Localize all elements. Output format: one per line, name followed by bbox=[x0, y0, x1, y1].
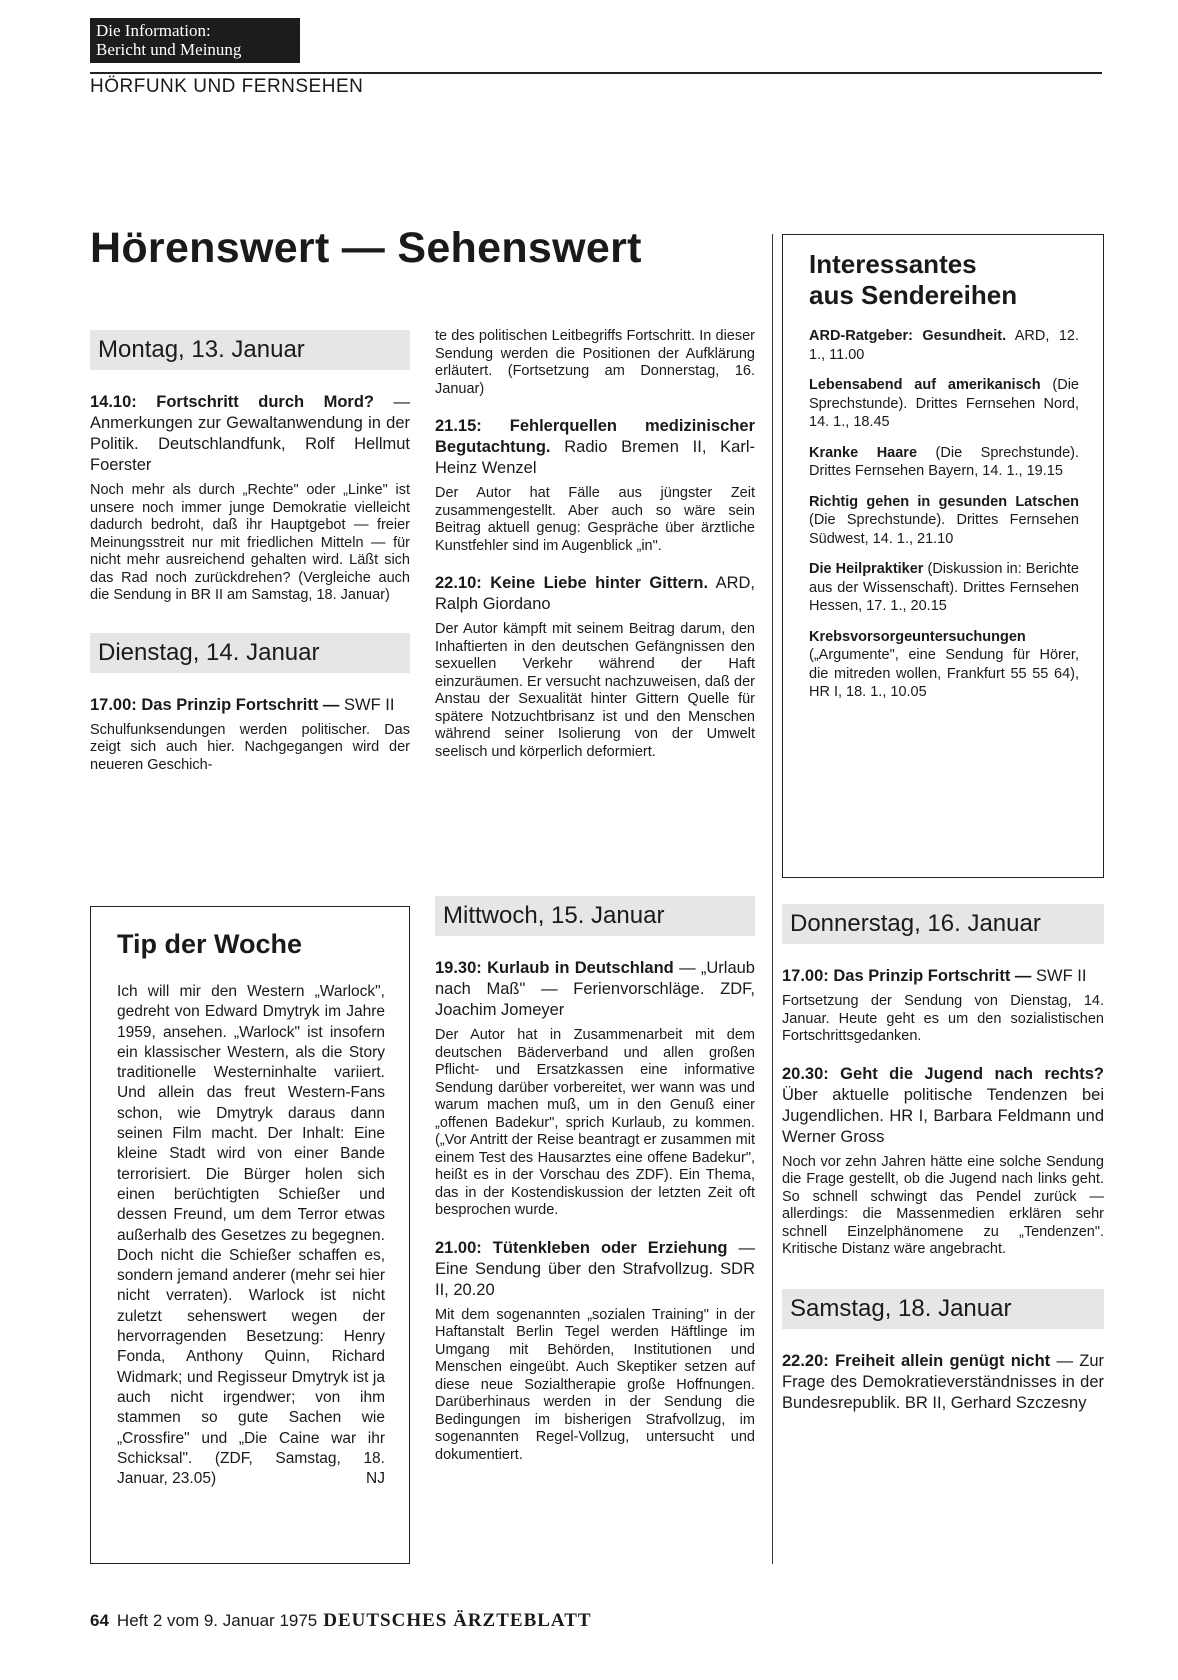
entry-heading bbox=[435, 1238, 755, 1301]
entry-body: Noch vor zehn Jahren hätte eine solche Sendung die Frage gestellt, ob die Jugend nach links geht. So schnell schwingt das Pendel zurück — allerdings: die Massenmedien erklären sehr schnell Einzelphänomene zu „Tendenzen". Kritische Distanz wäre angebracht. bbox=[782, 1153, 1104, 1257]
journal-name: DEUTSCHES ÄRZTEBLATT bbox=[323, 1610, 592, 1631]
entry-body: Der Autor hat Fälle aus jüngster Zeit zusammengestellt. Aber auch so wäre sein Beitrag aktuell genug: Gespräche über ärztliche Kunstfehler sind im Augenblick „in". bbox=[435, 485, 755, 554]
entry-time-title: 14.10: Fortschritt durch Mord? bbox=[90, 393, 374, 411]
item-title: Lebensabend auf amerikanisch bbox=[809, 377, 1041, 393]
section-label: HÖRFUNK UND FERNSEHEN bbox=[90, 76, 364, 97]
day-header-wednesday: Mittwoch, 15. Januar bbox=[435, 896, 755, 936]
sendereihen-item bbox=[809, 444, 1079, 481]
item-detail: (Die Sprechstunde). Drittes Fernsehen Bayern, 14. 1., 19.15 bbox=[809, 444, 1080, 479]
item-detail: (Diskussion in: Berichte aus der Wissenschaft). Drittes Fernsehen Hessen, 17. 1., 20.15 bbox=[809, 561, 1079, 614]
entry-body: Noch mehr als durch „Rechte" oder „Linke" ist unsere noch immer junge Demokratie vielleicht dadurch bedroht, daß ihr Hauptgebot — freier Meinungsstreit nur mit friedlichen Mitteln — für nicht mehr ausreichend gehalten wird. Läßt sich das Rad noch zurückdrehen? (Vergleiche auch die Sendung in BR II am Samstag, 18. Januar) bbox=[90, 482, 410, 603]
tip-text: Ich will mir den Western „Warlock", gedreht von Edward Dmytryk im Jahre 1959, ansehen. „Warlock" ist insofern ein klassischer Western, als die Story traditionelle Westerninhalte variiert. Und allein das freut Western-Fans schon, wie Dmytryk daraus dann seinen Film macht. Der Inhalt: Eine kleine Stadt wird von einer Bande terrorisiert. Die Bürger holen sich einen berüchtigten Schießer und dessen Freund, um dem Terror etwas außerhalb des Gesetzes zu begegnen. Doch nicht die Schießer schaffen es, sondern jemand anderer (mehr sei hier nicht verraten). Warlock ist nicht zuletzt sehenswert wegen der hervorragenden Besetzung: Henry Fonda, Anthony Quinn, Richard Widmark; und Regisseur Dmytryk ist ja auch nicht irgendwer; von ihm stammen so gute Sachen wie „Crossfire" und „Die Caine war ihr Schicksal". (ZDF, Samstag, 18. Januar, 23.05) bbox=[117, 983, 385, 1488]
tip-title: Tip der Woche bbox=[117, 929, 303, 959]
item-title: Kranke Haare bbox=[809, 444, 918, 461]
page-footer bbox=[90, 1610, 592, 1632]
entry-time-title: 19.30: Kurlaub in Deutschland bbox=[435, 959, 674, 977]
issue-info: Heft 2 vom 9. Januar 1975 bbox=[116, 1611, 318, 1630]
item-detail: (Die Sprechstunde). Drittes Fernsehen Nord, 14. 1., 18.45 bbox=[809, 377, 1079, 430]
header-rule bbox=[90, 72, 1102, 74]
sendereihen-box bbox=[782, 234, 1104, 878]
page-number: 64 bbox=[90, 1611, 109, 1630]
entry-meta: ARD, Ralph Giordano bbox=[435, 574, 755, 613]
sendereihen-title-line-2: aus Sendereihen bbox=[809, 280, 1018, 310]
day-header-monday: Montag, 13. Januar bbox=[90, 330, 410, 370]
badge-line-1: Die Information: bbox=[96, 21, 211, 40]
entry-heading bbox=[90, 695, 410, 716]
entry-meta: — Eine Sendung über den Strafvollzug. SDR II, 20.20 bbox=[435, 1238, 755, 1299]
badge-line-2: Bericht und Meinung bbox=[96, 40, 242, 59]
sendereihen-item bbox=[809, 628, 1079, 702]
entry-time-title: 21.15: Fehlerquellen medizinischer Begutachtung. bbox=[435, 417, 755, 456]
item-title: ARD-Ratgeber: Gesundheit. bbox=[809, 328, 1007, 344]
column-2-bottom bbox=[435, 896, 755, 1482]
column-2 bbox=[435, 328, 755, 779]
entry-time-title: 22.20: Freiheit allein genügt nicht bbox=[782, 1351, 1051, 1370]
item-title: Richtig gehen in gesunden Latschen bbox=[809, 493, 1079, 510]
entry-meta: — Zur Frage des Demokratieverständnisses in der Bundesrepublik. BR II, Gerhard Szczesny bbox=[782, 1351, 1104, 1412]
sendereihen-item bbox=[809, 376, 1079, 432]
entry-heading bbox=[90, 392, 410, 476]
entry-meta: Über aktuelle politische Tendenzen bei Jugendlichen. HR I, Barbara Feldmann und Werner Gross bbox=[782, 1085, 1104, 1146]
page-title: Hörenswert — Sehenswert bbox=[90, 224, 642, 272]
day-header-saturday: Samstag, 18. Januar bbox=[782, 1289, 1104, 1329]
day-header-thursday: Donnerstag, 16. Januar bbox=[782, 904, 1104, 944]
continuation-text: te des politischen Leitbegriffs Fortschritt. In dieser Sendung werden die Positionen der Aufklärung erläutert. (Fortsetzung am Donnerstag, 16. Januar) bbox=[435, 328, 755, 397]
entry-heading bbox=[782, 966, 1104, 987]
sendereihen-title bbox=[809, 249, 1079, 311]
entry-time-title: 17.00: Das Prinzip Fortschritt — bbox=[90, 695, 340, 714]
entry-body: Schulfunksendungen werden politischer. Das zeigt sich auch hier. Nachgegangen wird der neueren Geschich- bbox=[90, 721, 410, 773]
item-detail: ARD, 12. 1., 11.00 bbox=[809, 328, 1079, 363]
column-1 bbox=[90, 330, 410, 792]
entry-meta: — „Urlaub nach Maß" — Ferienvorschläge. ZDF, Joachim Jomeyer bbox=[435, 959, 755, 1019]
entry-time-title: 20.30: Geht die Jugend nach rechts? bbox=[782, 1064, 1104, 1083]
item-title: Krebsvorsorgeuntersuchungen bbox=[809, 628, 1026, 645]
sendereihen-item bbox=[809, 327, 1079, 364]
entry-time-title: 21.00: Tütenkleben oder Erziehung bbox=[435, 1238, 728, 1257]
item-detail: (Die Sprechstunde). Drittes Fernsehen Südwest, 14. 1., 21.10 bbox=[809, 512, 1079, 547]
tip-body bbox=[117, 982, 385, 1489]
entry-heading bbox=[435, 958, 755, 1021]
header-badge bbox=[90, 18, 300, 63]
entry-heading bbox=[782, 1351, 1104, 1414]
column-3-bottom bbox=[782, 904, 1104, 1420]
sendereihen-item bbox=[809, 560, 1079, 616]
entry-heading bbox=[782, 1064, 1104, 1148]
entry-body: Der Autor kämpft mit seinem Beitrag darum, den Inhaftierten in den deutschen Gefängnissen den sexuellen Verkehr während der Haft einzuräumen. Er versucht nachzuweisen, daß der Anstau der Sexualität hinter Gittern Quelle für spätere Notzuchtbrisanz ist und den Menschen während seiner Isolierung von der Umwelt seelisch und körperlich deformiert. bbox=[435, 621, 755, 760]
entry-heading bbox=[435, 573, 755, 615]
entry-meta: SWF II bbox=[1031, 967, 1087, 985]
item-detail: („Argumente", eine Sendung für Hörer, die mitreden wollen, Frankfurt 55 55 64), HR I, 18. 1., 10.05 bbox=[809, 647, 1079, 700]
tip-signature: NJ bbox=[366, 1470, 385, 1488]
entry-time-title: 22.10: Keine Liebe hinter Gittern. bbox=[435, 574, 709, 592]
day-header-tuesday: Dienstag, 14. Januar bbox=[90, 633, 410, 673]
column-divider bbox=[772, 234, 773, 1564]
tip-der-woche-box bbox=[90, 906, 410, 1564]
sendereihen-title-line-1: Interessantes bbox=[809, 249, 977, 279]
entry-body: Mit dem sogenannten „sozialen Training" in der Haftanstalt Berlin Tegel werden Häftlinge im Umgang mit Behörden, Institutionen und Menschen eingeübt. Auch Skeptiker setzen auf diese neue Sozialtherapie große Hoffnungen. Darüberhinaus werden in der Sendung die Bedingungen im bisherigen Strafvollzug, im sogenannten Regel-Vollzug, untersucht und dokumentiert. bbox=[435, 1306, 755, 1463]
entry-meta: — Anmerkungen zur Gewaltanwendung in der Politik. Deutschlandfunk, Rolf Hellmut Foerster bbox=[90, 393, 410, 474]
entry-meta: SWF II bbox=[339, 695, 395, 714]
entry-body: Fortsetzung der Sendung von Dienstag, 14. Januar. Heute geht es um den sozialistischen Fortschrittsgedanken. bbox=[782, 993, 1104, 1044]
entry-meta: Radio Bremen II, Karl-Heinz Wenzel bbox=[435, 438, 755, 477]
sendereihen-item bbox=[809, 493, 1079, 549]
entry-time-title: 17.00: Das Prinzip Fortschritt — bbox=[782, 967, 1032, 985]
item-title: Die Heilpraktiker bbox=[809, 561, 924, 577]
entry-body: Der Autor hat in Zusammenarbeit mit dem deutschen Bäderverband und allen großen Pflicht- und Ersatzkassen eine informative Sendung darüber vorbereitet, wer wann was und warum machen muß, um in den Genuß einer „offenen Badekur", sprich Kurlaub, zu kommen. („Vor Antritt der Reise beantragt er zusammen mit einem Test des Hausarztes eine offene Badekur", heißt es in der Vorschau des ZDF). Ein Thema, das in der Kostendiskussion der letzten Zeit oft besprochen wurde. bbox=[435, 1027, 755, 1218]
entry-heading bbox=[435, 416, 755, 479]
